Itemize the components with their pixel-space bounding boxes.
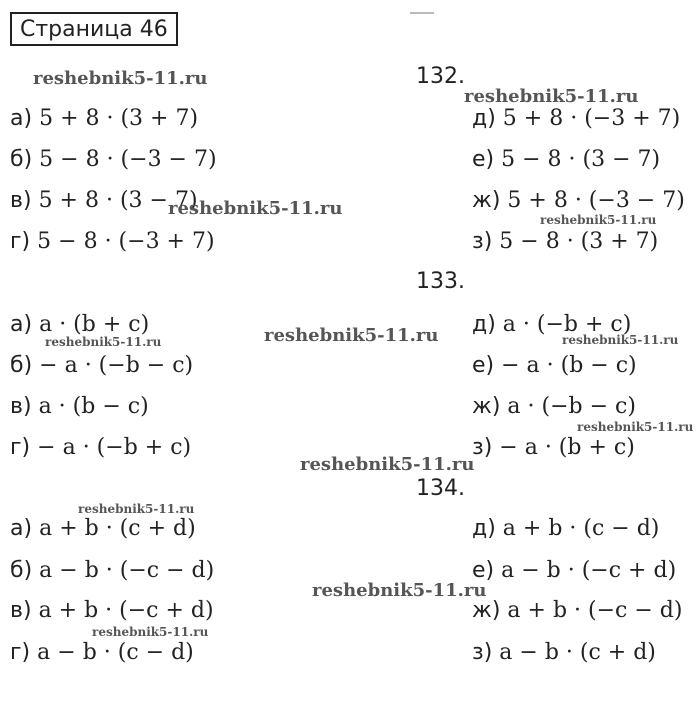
item-expression: a + b · (−c + d) (38, 598, 214, 623)
item-expression: 5 + 8 · (3 + 7) (39, 106, 199, 131)
exercise-number-133: 133. (416, 269, 465, 294)
exercise-item-132z (472, 229, 658, 254)
item-expression: a · (−b − c) (507, 394, 636, 419)
watermark: reshebnik5-11.ru (33, 68, 208, 89)
exercise-item-134e (472, 558, 676, 583)
exercise-item-133b (10, 353, 193, 378)
item-expression: 5 + 8 · (−3 + 7) (502, 106, 681, 131)
item-expression: 5 − 8 · (3 − 7) (501, 147, 661, 172)
item-expression: a · (b + c) (39, 312, 150, 337)
item-expression: a + b · (−c − d) (507, 598, 683, 623)
watermark: reshebnik5-11.ru (264, 325, 439, 346)
item-expression: 5 − 8 · (−3 + 7) (37, 229, 215, 254)
watermark: reshebnik5-11.ru (45, 335, 162, 349)
item-label: д) (472, 516, 496, 541)
item-label: д) (472, 106, 496, 131)
exercise-item-134a (10, 516, 196, 541)
exercise-item-132a (10, 106, 198, 131)
exercise-item-132b (10, 147, 217, 172)
item-label: г) (10, 640, 31, 665)
item-expression: a − b · (c + d) (499, 640, 656, 665)
item-expression: − a · (b + c) (499, 435, 635, 460)
item-expression: a · (−b + c) (502, 312, 632, 337)
watermark: reshebnik5-11.ru (78, 502, 195, 516)
exercise-item-132d (472, 106, 680, 131)
exercise-item-134zh (472, 598, 682, 623)
item-label: з) (472, 435, 493, 460)
watermark: reshebnik5-11.ru (577, 420, 694, 434)
exercise-item-133g (10, 435, 191, 460)
page-number-label: Страница 46 (10, 12, 178, 46)
item-label: ж) (472, 188, 501, 213)
exercise-item-133zh (472, 394, 636, 419)
watermark: reshebnik5-11.ru (540, 213, 657, 227)
exercise-item-134b (10, 558, 214, 583)
item-expression: 5 + 8 · (−3 − 7) (507, 188, 685, 213)
exercise-item-134z (472, 640, 656, 665)
item-label: в) (10, 598, 32, 623)
exercise-number-132: 132. (416, 64, 465, 89)
item-label: г) (10, 435, 31, 460)
item-label: д) (472, 312, 496, 337)
exercise-number-134: 134. (416, 476, 465, 501)
item-expression: a + b · (c − d) (502, 516, 660, 541)
exercise-item-133e (472, 353, 637, 378)
item-expression: a − b · (c − d) (37, 640, 194, 665)
item-expression: 5 + 8 · (3 − 7) (38, 188, 198, 213)
item-label: е) (472, 353, 495, 378)
watermark: reshebnik5-11.ru (562, 333, 679, 347)
item-expression: − a · (b − c) (501, 353, 637, 378)
watermark: reshebnik5-11.ru (312, 580, 487, 601)
exercise-item-132e (472, 147, 660, 172)
item-expression: a − b · (−c − d) (39, 558, 215, 583)
item-label: б) (10, 353, 33, 378)
item-expression: 5 − 8 · (−3 − 7) (39, 147, 217, 172)
item-label: б) (10, 558, 33, 583)
item-label: в) (10, 188, 32, 213)
item-label: б) (10, 147, 33, 172)
item-label: г) (10, 229, 31, 254)
item-label: а) (10, 106, 33, 131)
item-label: е) (472, 147, 495, 172)
exercise-item-133z (472, 435, 635, 460)
exercise-item-133a (10, 312, 149, 337)
item-label: а) (10, 516, 33, 541)
item-expression: − a · (−b − c) (39, 353, 194, 378)
item-expression: − a · (−b + c) (37, 435, 192, 460)
exercise-item-134v (10, 598, 214, 623)
exercise-item-134g (10, 640, 194, 665)
item-label: ж) (472, 394, 501, 419)
exercise-item-132g (10, 229, 215, 254)
exercise-item-132zh (472, 188, 685, 213)
watermark: reshebnik5-11.ru (92, 625, 209, 639)
decorative-dash (410, 12, 434, 14)
exercise-item-133v (10, 394, 149, 419)
watermark: reshebnik5-11.ru (168, 198, 343, 219)
item-expression: a + b · (c + d) (39, 516, 196, 541)
item-label: з) (472, 229, 493, 254)
watermark: reshebnik5-11.ru (464, 86, 639, 107)
exercise-item-134d (472, 516, 659, 541)
item-expression: a − b · (−c + d) (501, 558, 677, 583)
item-expression: a · (b − c) (38, 394, 149, 419)
item-label: е) (472, 558, 495, 583)
item-label: ж) (472, 598, 501, 623)
item-expression: 5 − 8 · (3 + 7) (499, 229, 659, 254)
item-label: а) (10, 312, 33, 337)
item-label: з) (472, 640, 493, 665)
watermark: reshebnik5-11.ru (300, 454, 475, 475)
item-label: в) (10, 394, 32, 419)
